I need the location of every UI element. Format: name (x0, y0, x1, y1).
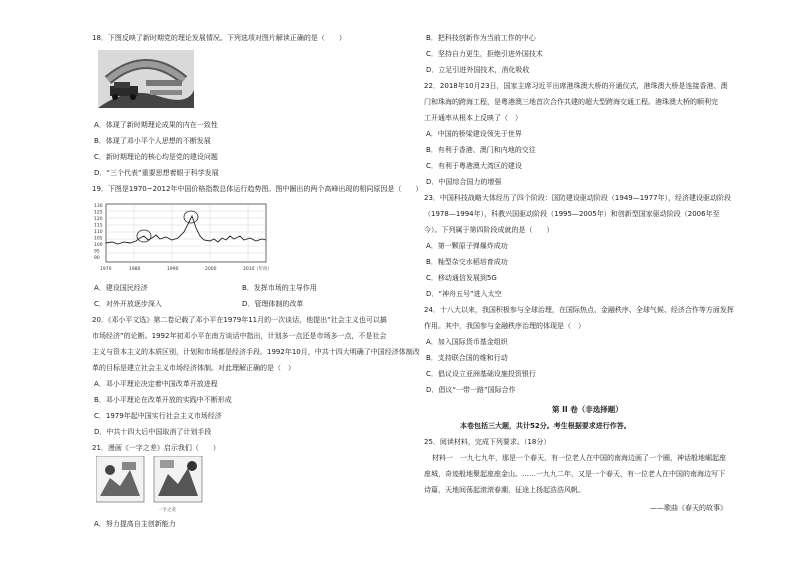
q23-option-d: D．“神舟五号”进入太空 (426, 290, 502, 298)
q18-option-c: C．新时期理论的核心均是党的建设问题 (94, 153, 218, 161)
q19-option-d: D．管理体制的改革 (242, 300, 304, 308)
q24-option-b: B．支持联合国的维和行动 (426, 354, 508, 362)
part2-title: 第 II 卷（非选择题） (552, 405, 623, 414)
q21-cartoon (96, 456, 206, 514)
y-tick-125: 125 (94, 210, 103, 216)
y-tick-95: 95 (94, 249, 100, 255)
q19-stem: 19．下图是1970~2012年中国价格指数总体运行趋势图。图中圈出的两个高峰出现的相同原因是（ ） (92, 185, 423, 193)
q25-source: ——歌曲《春天的故事》 (650, 504, 727, 512)
q18-stem: 18．下图反映了新时期党的理论发展情况。下列选项对图片解读正确的是（ ） (92, 34, 346, 42)
q21-option-a: A．努力提高自主创新能力 (94, 520, 176, 528)
part2-note: 本卷包括三大题，共计52分。考生根据要求进行作答。 (460, 422, 631, 430)
y-tick-105: 105 (94, 236, 103, 242)
q19-option-a: A．建设国民经济 (94, 284, 148, 292)
q19-chart-y-ticks (94, 203, 103, 261)
q21-option-d: D．立足引进外国技术，消化吸收 (426, 66, 530, 74)
y-tick-115: 115 (94, 223, 103, 229)
q21-stem: 21．漫画《一字之差》启示我们（ ） (92, 444, 220, 452)
q19-price-line (106, 216, 266, 244)
y-tick-90: 90 (94, 256, 100, 261)
q22-line-1: 22．2018年10月23日，国家主席习近平出席港珠澳大桥的开通仪式，港珠澳大桥是连接香港、澳 (424, 82, 728, 90)
q21-option-b: B．把科技创新作为当前工作的中心 (426, 34, 536, 42)
q25-material-line-1: 材料一 一九七九年，那是一个春天，有一位老人在中国的南海边画了一个圈，神话般地崛起座 (432, 454, 726, 462)
q20-line-1: 20．《邓小平文选》第二卷记载了邓小平在1979年11月的一次谈话，他提出“社会主义也可以搞 (92, 316, 387, 324)
q23-option-c: C．移动通信发展到5G (426, 274, 497, 282)
x-tick-2010: 2010 (243, 267, 255, 272)
q21-option-c: C．坚持自力更生，拒绝引进外国技术 (426, 50, 543, 58)
q25-material-line-2: 座城，奇迹般地聚起座座金山。……一九九二年，又是一个春天，有一位老人在中国的南海边写下 (424, 470, 725, 478)
q18-option-a: A．体现了新时期理论成果的内在一致性 (94, 121, 218, 129)
x-unit: （年份） (254, 267, 272, 272)
x-tick-1990: 1990 (167, 267, 179, 272)
q25-material-line-3: 诗篇，天地间荡起滚滚春潮，征途上扬起浩浩风帆。 (424, 486, 585, 494)
q23-line-3: 今）。下列属于第四阶段成就的是（ ） (424, 226, 554, 234)
q20-line-4: 革的目标是建立社会主义市场经济体制。对此理解正确的是（ ） (92, 364, 295, 372)
q22-line-2: 门和珠海的跨海工程，是粤港澳三地首次合作共建的超大型跨海交通工程。港珠澳大桥的顺利完 (424, 98, 718, 106)
q25-stem: 25．阅读材料，完成下列要求。（18分） (424, 438, 551, 446)
q20-option-c: C．1979年起中国实行社会主义市场经济 (94, 412, 222, 420)
q18-option-d: D．“三个代表”重要思想着眼于科学发展 (94, 169, 219, 177)
q22-option-c: C．有利于粤港澳大湾区的建设 (426, 162, 522, 170)
x-tick-1980: 1980 (129, 267, 141, 272)
q20-option-b: B．邓小平理论在改革开放的实践中不断形成 (94, 396, 232, 404)
y-tick-130: 130 (94, 204, 103, 209)
q22-option-d: D．中国综合国力的增强 (426, 178, 502, 186)
q24-option-c: C．倡议设立亚洲基础设施投资银行 (426, 370, 536, 378)
q20-line-3: 主义与资本主义的本质区别，计划和市场都是经济手段。1992年10月，中共十四大明确了中国经济体制改 (92, 348, 420, 356)
q18-illustration (98, 50, 194, 108)
q20-option-d: D．中共十四大后中国取消了计划手段 (94, 428, 212, 436)
q24-option-a: A．加入国际货币基金组织 (426, 338, 508, 346)
q19-option-c: C．对外开放逐步深入 (94, 300, 162, 308)
x-tick-1970: 1970 (100, 267, 112, 272)
q24-option-d: D．倡议“一带一路”国际合作 (426, 386, 516, 394)
y-tick-100: 100 (94, 243, 103, 248)
y-tick-120: 120 (94, 217, 103, 222)
q23-line-1: 23．中国科技战略大体经历了四个阶段：国防建设驱动阶段（1949—1977年），经济建设驱动阶段 (424, 194, 732, 202)
q19-option-b: B．发挥市场的主导作用 (242, 284, 317, 292)
y-tick-110: 110 (94, 230, 103, 235)
q19-chart-x-ticks (100, 265, 272, 272)
q20-option-a: A．邓小平理论决定着中国改革开放进程 (94, 380, 218, 388)
q18-option-b: B．体现了邓小平个人思想的不断发展 (94, 137, 211, 145)
q19-price-chart (94, 198, 272, 278)
x-tick-2000: 2000 (205, 267, 217, 272)
q21-cartoon-caption: 一字之差 (158, 508, 176, 513)
q20-line-2: 市场经济”的论断。1992年初邓小平在南方谈话中指出，计划多一点还是市场多一点，不是社会 (92, 332, 387, 340)
q24-line-2: 作用。其中，我国参与金融秩序治理的体现是（ ） (424, 322, 585, 330)
q24-line-1: 24．十八大以来，我国积极参与全球治理，在国际热点、金融秩序、全球气候、经济合作等方面发挥 (424, 306, 734, 314)
q22-option-a: A．中国的桥梁建设领先于世界 (426, 130, 522, 138)
q23-option-b: B．籼型杂交水稻培育成功 (426, 258, 508, 266)
q22-option-b: B．有利于香港、澳门和内地的交往 (426, 146, 536, 154)
q22-line-3: 工开通率从根本上反映了（ ） (424, 114, 522, 122)
q23-line-2: （1978—1994年），科教兴国驱动阶段（1995—2005年）和创新型国家驱动阶段（2006年至 (424, 210, 720, 218)
q23-option-a: A．第一颗原子弹爆炸成功 (426, 242, 508, 250)
